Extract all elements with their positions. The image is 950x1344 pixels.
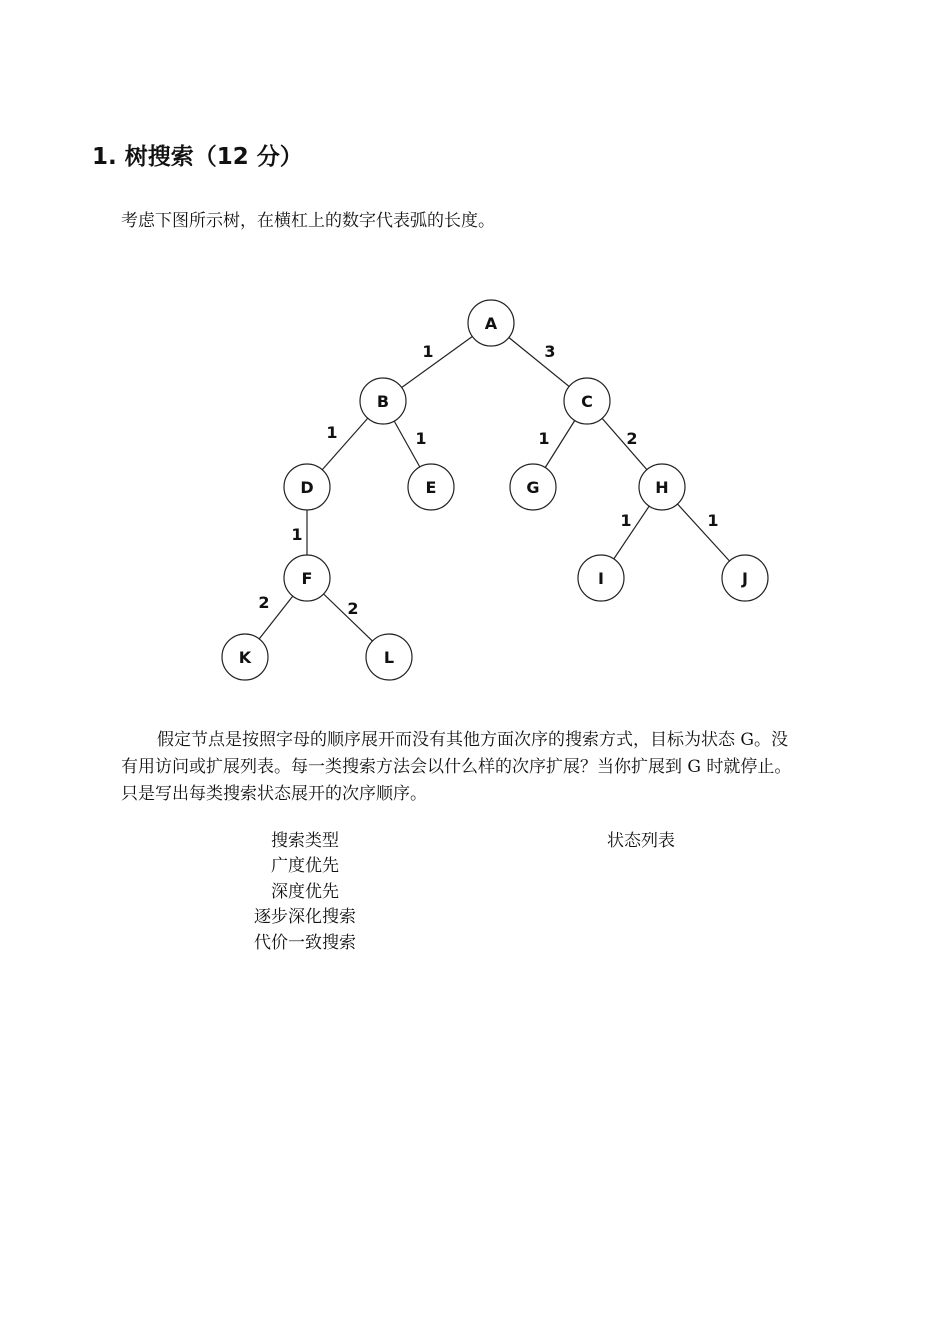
tree-node-a <box>468 300 514 346</box>
tree-node-c <box>564 378 610 424</box>
edge-cost-a-c: 3 <box>544 342 556 361</box>
search-type-header: 搜索类型 <box>271 831 339 851</box>
edge-cost-b-e: 1 <box>415 429 427 448</box>
tree-node-d <box>284 464 330 510</box>
tree-node-k <box>222 634 268 680</box>
edge-cost-c-h: 2 <box>626 429 638 448</box>
instruction-line-3: 只是写出每类搜索状态展开的次序顺序。 <box>121 784 427 804</box>
search-type-bfs: 广度优先 <box>271 856 339 876</box>
question-heading: 1. 树搜索（12 分） <box>92 144 303 170</box>
search-type-uniform-cost: 代价一致搜索 <box>254 933 356 953</box>
tree-node-g <box>510 464 556 510</box>
tree-node-i <box>578 555 624 601</box>
node-label: D <box>300 478 314 497</box>
node-label: C <box>581 392 593 411</box>
tree-node-j <box>722 555 768 601</box>
edge-cost-d-f: 1 <box>291 525 303 544</box>
node-label: B <box>376 392 390 411</box>
edge-cost-c-g: 1 <box>538 429 550 448</box>
edge-cost-f-k: 2 <box>258 593 270 612</box>
edge-cost-f-l: 2 <box>347 599 359 618</box>
instruction-line-1: 假定节点是按照字母的顺序展开而没有其他方面次序的搜索方式，目标为状态 G。没 <box>157 730 788 750</box>
node-label: E <box>425 478 437 497</box>
edge-cost-b-d: 1 <box>326 423 338 442</box>
intro-text: 考虑下图所示树，在横杠上的数字代表弧的长度。 <box>121 211 495 231</box>
state-list-header: 状态列表 <box>607 831 675 851</box>
node-label: J <box>742 569 748 588</box>
edge-cost-h-j: 1 <box>707 511 719 530</box>
edge-cost-a-b: 1 <box>422 342 434 361</box>
tree-node-f <box>284 555 330 601</box>
node-label: A <box>484 314 498 333</box>
search-type-iterative-deepening: 逐步深化搜索 <box>254 907 356 927</box>
node-label: F <box>301 569 313 588</box>
tree-node-l <box>366 634 412 680</box>
node-label: H <box>655 478 669 497</box>
node-label: I <box>598 569 604 588</box>
instruction-line-2: 有用访问或扩展列表。每一类搜索方法会以什么样的次序扩展？当你扩展到 G 时就停止。 <box>121 757 792 777</box>
node-label: G <box>526 478 540 497</box>
tree-node-b <box>360 378 406 424</box>
search-type-dfs: 深度优先 <box>271 882 339 902</box>
instruction-paragraph <box>121 727 866 808</box>
node-label: K <box>238 648 252 667</box>
tree-node-h <box>639 464 685 510</box>
node-label: L <box>383 648 395 667</box>
edge-cost-h-i: 1 <box>620 511 632 530</box>
tree-node-e <box>408 464 454 510</box>
